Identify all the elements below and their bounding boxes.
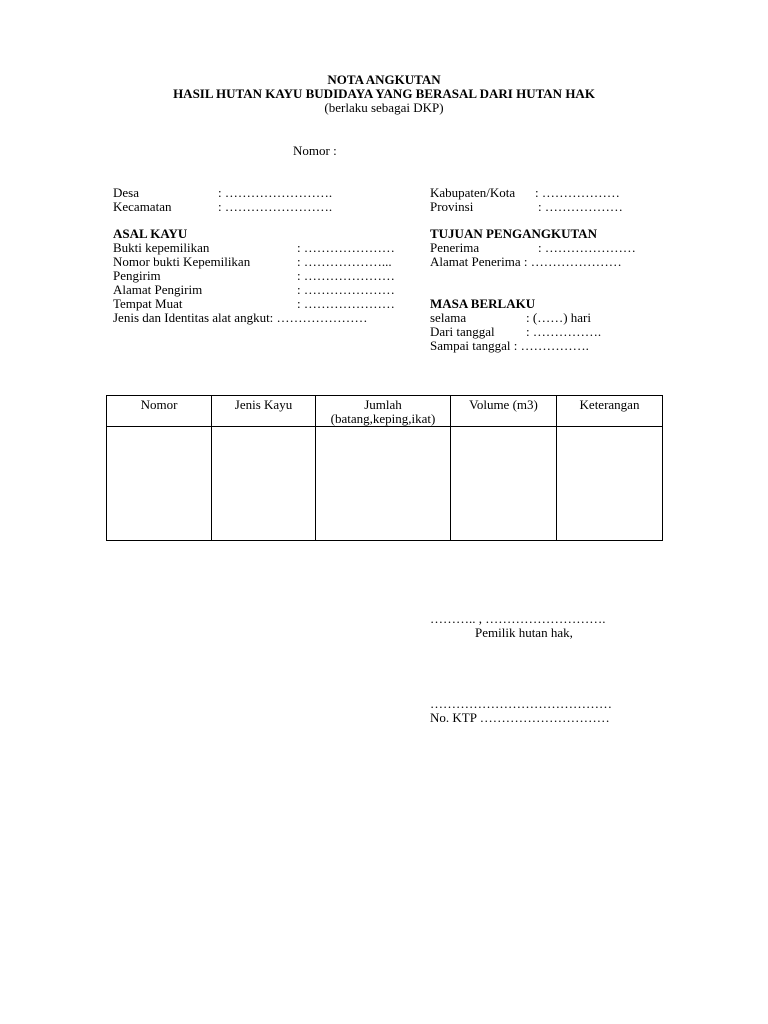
dari-tanggal-label: Dari tanggal xyxy=(430,324,495,339)
asal-kayu-heading: ASAL KAYU xyxy=(113,226,188,241)
provinsi-value: : ……………… xyxy=(538,199,623,214)
penerima-value: : ………………… xyxy=(538,240,636,255)
dari-tanggal-value: : ……………. xyxy=(526,324,602,339)
column-jenis-kayu: Jenis Kayu xyxy=(212,396,316,427)
sampai-tanggal: Sampai tanggal : ……………. xyxy=(430,338,589,353)
table-row xyxy=(107,427,663,541)
cell-keterangan[interactable] xyxy=(557,427,663,541)
column-jumlah-title: Jumlah xyxy=(364,397,402,412)
document-title: NOTA ANGKUTAN xyxy=(327,72,441,87)
kabupaten-value: : ……………… xyxy=(535,185,620,200)
signer-name-line: …………………………………… xyxy=(430,696,612,711)
penerima-label: Penerima xyxy=(430,240,480,255)
tempat-muat-value: : ………………… xyxy=(297,296,395,311)
alamat-penerima: Alamat Penerima : ………………… xyxy=(430,254,622,269)
place-date-line: ……….. , ………………………. xyxy=(430,611,606,626)
bukti-value: : ………………… xyxy=(297,240,395,255)
kabupaten-label: Kabupaten/Kota xyxy=(430,185,516,200)
nomor-bukti-value: : ………………... xyxy=(297,254,392,269)
column-jumlah-unit: (batang,keping,ikat) xyxy=(330,411,436,426)
nomor-bukti-label: Nomor bukti Kepemilikan xyxy=(113,254,251,269)
cell-jumlah[interactable] xyxy=(316,427,451,541)
ktp-line: No. KTP ………………………… xyxy=(430,710,610,725)
column-volume: Volume (m3) xyxy=(451,396,557,427)
pengirim-value: : ………………… xyxy=(297,268,395,283)
desa-label: Desa xyxy=(113,185,139,200)
column-nomor: Nomor xyxy=(107,396,212,427)
alamat-pengirim-label: Alamat Pengirim xyxy=(113,282,203,297)
bukti-label: Bukti kepemilikan xyxy=(113,240,210,255)
items-table xyxy=(106,395,663,541)
document-note: (berlaku sebagai DKP) xyxy=(324,100,444,115)
cell-volume[interactable] xyxy=(451,427,557,541)
masa-berlaku-heading: MASA BERLAKU xyxy=(430,296,536,311)
signer-role: Pemilik hutan hak, xyxy=(475,625,573,640)
cell-jenis-kayu[interactable] xyxy=(212,427,316,541)
column-keterangan: Keterangan xyxy=(557,396,663,427)
provinsi-label: Provinsi xyxy=(430,199,474,214)
tujuan-heading: TUJUAN PENGANGKUTAN xyxy=(430,226,597,241)
kecamatan-value: : ……………………. xyxy=(218,199,333,214)
kecamatan-label: Kecamatan xyxy=(113,199,172,214)
alamat-pengirim-value: : ………………… xyxy=(297,282,395,297)
document-subtitle: HASIL HUTAN KAYU BUDIDAYA YANG BERASAL DARI HUTAN HAK xyxy=(173,86,595,101)
pengirim-label: Pengirim xyxy=(113,268,161,283)
nomor-label: Nomor : xyxy=(293,143,337,158)
cell-nomor[interactable] xyxy=(107,427,212,541)
selama-label: selama xyxy=(430,310,467,325)
tempat-muat-label: Tempat Muat xyxy=(113,296,183,311)
desa-value: : ……………………. xyxy=(218,185,333,200)
table-header-row xyxy=(107,396,663,427)
jenis-alat-angkut: Jenis dan Identitas alat angkut: ………………… xyxy=(113,310,368,325)
column-jumlah xyxy=(316,396,451,427)
selama-value: : (……) hari xyxy=(526,310,591,325)
